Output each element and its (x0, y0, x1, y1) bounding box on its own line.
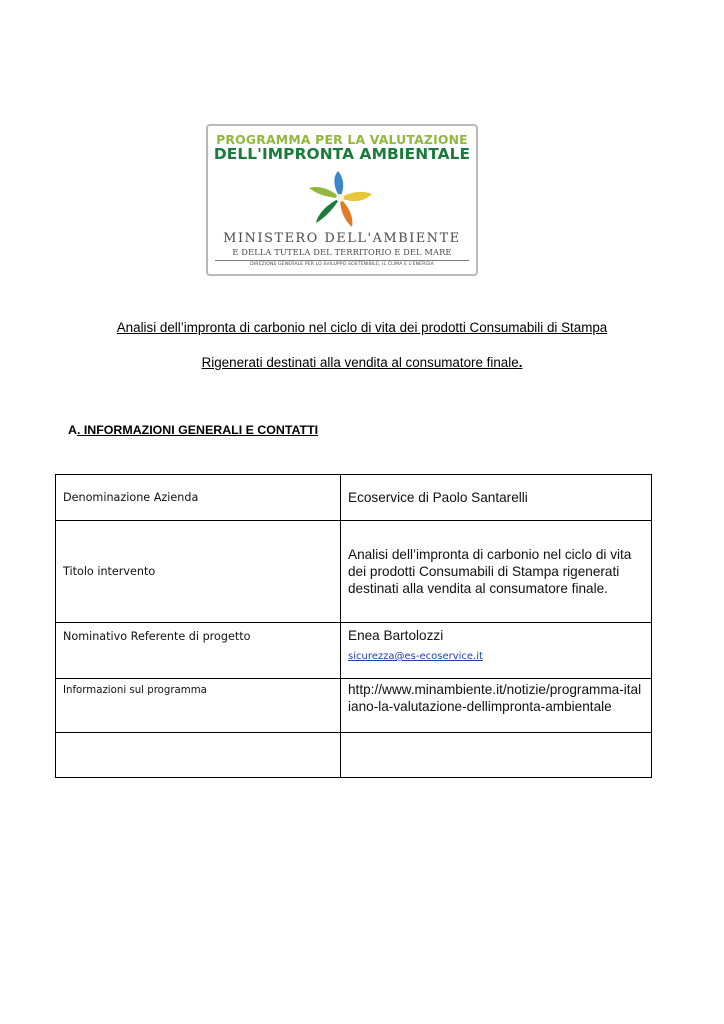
table-row (56, 679, 652, 733)
value-project-contact (341, 623, 652, 679)
document-title-line-1: Analisi dell’impronta di carbonio nel ciclo di vita dei prodotti Consumabili di Stampa (116, 320, 608, 335)
logo-program-line: PROGRAMMA PER LA VALUTAZIONE (216, 132, 468, 147)
logo-direction: DIREZIONE GENERALE PER LO SVILUPPO SOSTENIBILE, IL CLIMA E L'ENERGIA (250, 262, 434, 267)
star-emblem-icon (304, 168, 376, 230)
empty-value-cell (341, 733, 652, 778)
document-title-line-2-text: Rigenerati destinati alla vendita al consumatore finale (201, 355, 519, 370)
section-title: . INFORMAZIONI GENERALI E CONTATTI (76, 423, 319, 437)
value-company-name: Ecoservice di Paolo Santarelli (341, 475, 652, 521)
label-program-info: Informazioni sul programma (56, 679, 341, 733)
label-project-contact: Nominativo Referente di progetto (56, 623, 341, 679)
contact-email-link[interactable]: sicurezza@es-ecoservice.it (348, 651, 483, 662)
document-title-line-2 (0, 355, 724, 370)
section-heading (68, 423, 318, 437)
contact-name: Enea Bartolozzi (348, 628, 444, 643)
section-letter: A (68, 423, 77, 437)
table-row (56, 475, 652, 521)
logo-footprint-line: DELL'IMPRONTA AMBIENTALE (213, 145, 471, 163)
logo-ministry-subtitle: E DELLA TUTELA DEL TERRITORIO E DEL MARE (232, 247, 452, 257)
table-row (56, 521, 652, 623)
program-logo (206, 124, 478, 276)
table-row (56, 623, 652, 679)
label-intervention-title: Titolo intervento (56, 521, 341, 623)
value-intervention-title: Analisi dell’impronta di carbonio nel ciclo di vita dei prodotti Consumabili di Stampa rigenerati destinati alla vendita al consumatore finale. (341, 521, 652, 623)
logo-ministry-name: MINISTERO DELL'AMBIENTE (223, 231, 461, 246)
document-title-period: . (518, 355, 523, 370)
logo-divider (215, 260, 469, 261)
general-info-table (55, 474, 652, 778)
empty-label-cell (56, 733, 341, 778)
label-company-name: Denominazione Azienda (56, 475, 341, 521)
value-program-info-url: http://www.minambiente.it/notizie/programma-italiano-la-valutazione-dellimpronta-ambientale (341, 679, 652, 733)
table-row (56, 733, 652, 778)
